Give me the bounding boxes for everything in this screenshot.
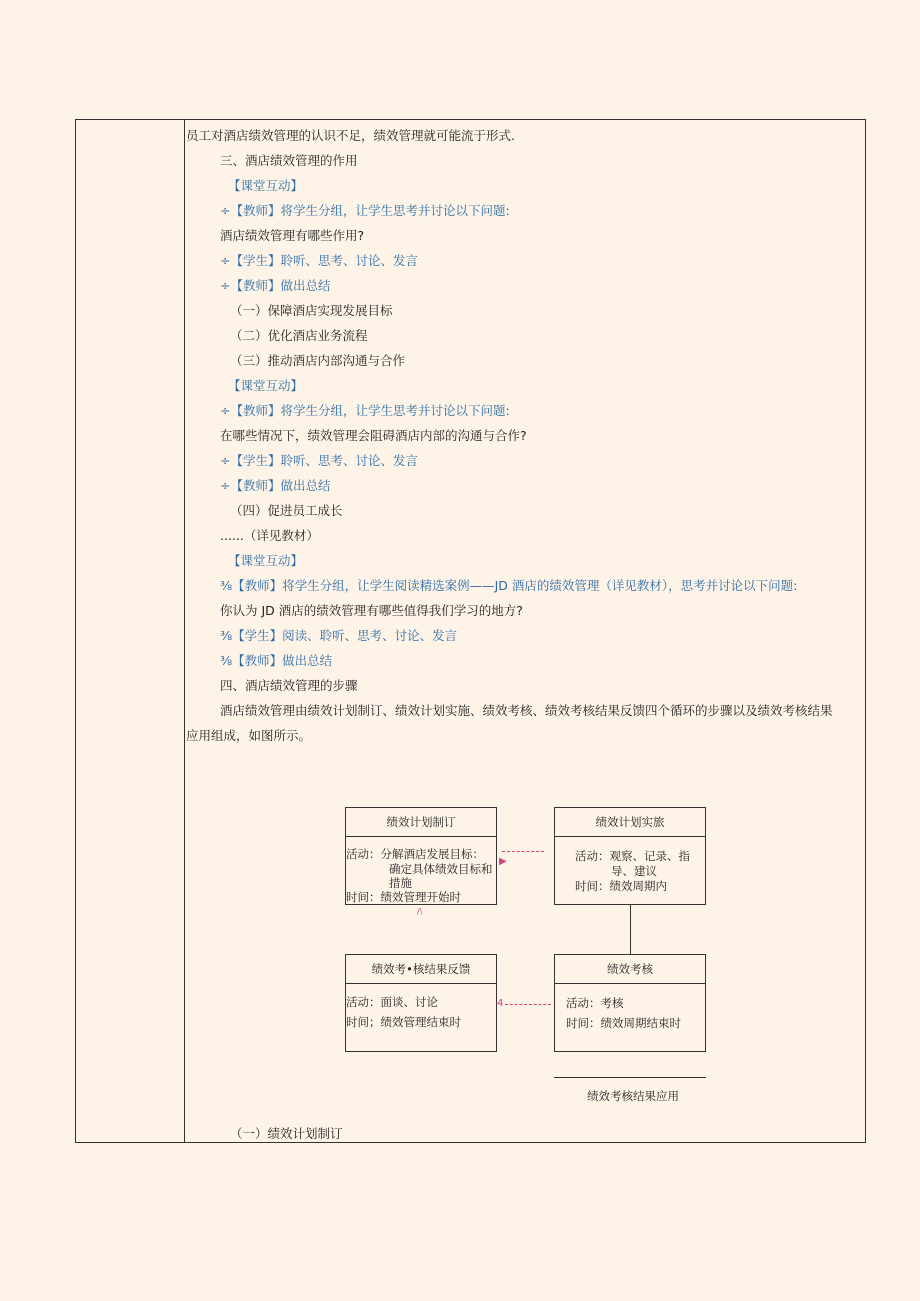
step-detail: 时间：绩效周期内 (575, 879, 667, 893)
teacher-summary: ÷【教师】做出总结 (220, 478, 331, 493)
flow-connector-dashed (502, 851, 544, 852)
question-text: 在哪些情况下，绩效管理会阻碍酒店内部的沟通与合作? (220, 428, 527, 443)
classroom-interaction-label: 【课堂互动】 (228, 553, 304, 568)
step-detail: 时间：绩效管理开始时 (346, 890, 461, 904)
teacher-instruction: ÷【教师】将学生分组，让学生思考并讨论以下问题: (220, 203, 510, 218)
text-line: ......（详见教材） (220, 528, 319, 543)
step-detail: 活动：面谈、讨论 (346, 995, 438, 1009)
step-detail: 活动：分解酒店发展目标： (346, 847, 484, 861)
step-detail: 时间；绩效管理结束时 (346, 1015, 461, 1029)
step-detail: 导、建议 (611, 864, 657, 878)
step-title: 绩效计划实旅 (555, 808, 705, 837)
step-box-result-feedback (345, 954, 497, 1052)
step-title: 绩效考•核结果反馈 (346, 955, 496, 984)
paragraph-line: 应用组成，如图所示。 (186, 728, 312, 743)
step-detail: 活动：观察、记录、指 (575, 849, 690, 863)
teacher-instruction: ⅜【教师】将学生分组，让学生阅读精选案例——JD 酒店的绩效管理（详见教材），思考并讨论以下问题: (220, 578, 798, 593)
teacher-summary: ÷【教师】做出总结 (220, 278, 331, 293)
arrow-up-icon: /\ (417, 907, 423, 916)
step-detail: 时间：绩效周期结束时 (566, 1016, 681, 1030)
arrow-right-icon: ▶ (499, 856, 507, 867)
student-activity: ÷【学生】聆听、思考、讨论、发言 (220, 453, 418, 468)
subsection-heading: （一）绩效计划制订 (230, 1126, 343, 1141)
flow-connector-solid (630, 905, 631, 954)
classroom-interaction-label: 【课堂互动】 (228, 178, 304, 193)
flow-connector-dashed (505, 1004, 551, 1005)
column-divider (184, 120, 185, 1142)
step-box-assessment (554, 954, 706, 1052)
step-title: 绩效计划制订 (346, 808, 496, 837)
arrow-left-icon: 4 (497, 998, 504, 1009)
result-application-label: 绩效考核结果应用 (587, 1089, 679, 1103)
text-line: 员工对酒店绩效管理的认识不足，绩效管理就可能流于形式. (186, 128, 515, 143)
student-activity: ⅜【学生】阅读、聆听、思考、讨论、发言 (220, 628, 458, 643)
teacher-instruction: ÷【教师】将学生分组，让学生思考并讨论以下问题: (220, 403, 510, 418)
teacher-summary: ⅜【教师】做出总结 (220, 653, 333, 668)
section-heading: 三、酒店绩效管理的作用 (220, 153, 358, 168)
question-text: 你认为 JD 酒店的绩效管理有哪些值得我们学习的地方? (220, 603, 523, 618)
result-application-line (554, 1077, 706, 1078)
list-item: （一）保障酒店实现发展目标 (230, 303, 393, 318)
list-item: （三）推动酒店内部沟通与合作 (230, 353, 406, 368)
step-box-plan-formulation (345, 807, 497, 905)
student-activity: ÷【学生】聆听、思考、讨论、发言 (220, 253, 418, 268)
question-text: 酒店绩效管理有哪些作用? (220, 228, 365, 243)
list-item: （二）优化酒店业务流程 (230, 328, 368, 343)
step-detail: 活动：考核 (566, 996, 624, 1010)
step-title: 绩效考核 (555, 955, 705, 984)
step-box-plan-implementation (554, 807, 706, 905)
list-item: （四）促进员工成长 (230, 503, 343, 518)
step-detail: 确定具体绩效目标和 (389, 862, 493, 876)
classroom-interaction-label: 【课堂互动】 (228, 378, 304, 393)
section-heading: 四、酒店绩效管理的步骤 (220, 678, 358, 693)
step-detail: 措施 (389, 876, 412, 890)
paragraph-line: 酒店绩效管理由绩效计划制订、绩效计划实施、绩效考核、绩效考核结果反馈四个循环的步骤以及绩效考核结果 (220, 703, 833, 718)
